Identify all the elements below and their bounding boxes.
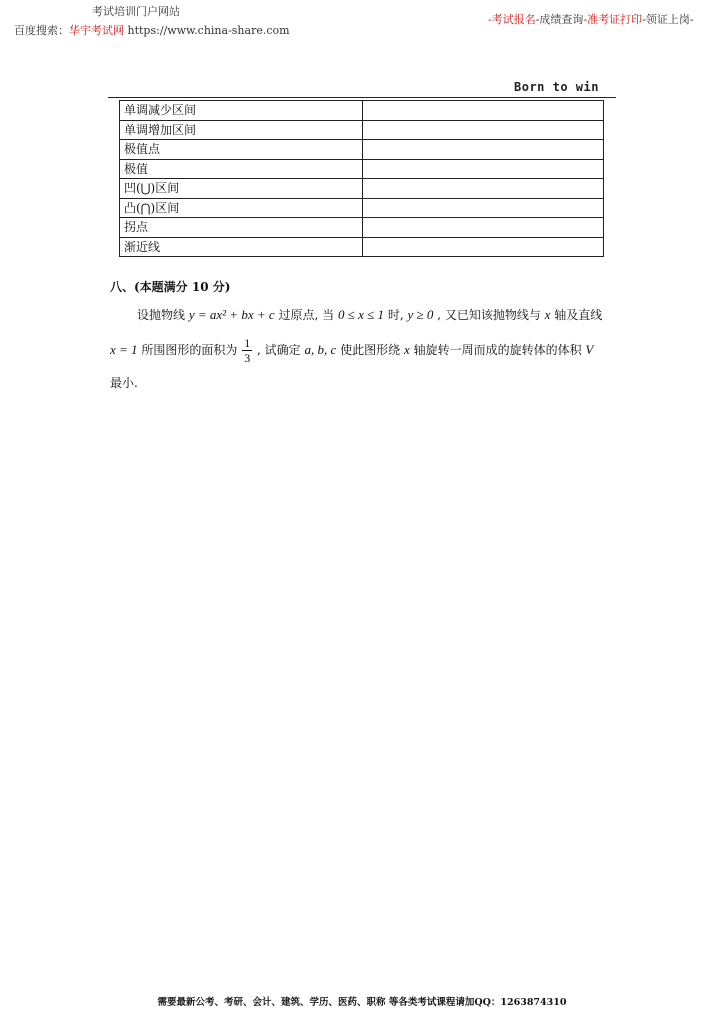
motto: Born to win	[514, 80, 599, 94]
table-cell-label: 单调减少区间	[120, 101, 363, 121]
search-term-link[interactable]: 华宇考试网	[69, 24, 124, 37]
problem-text: 过原点, 当	[278, 308, 335, 322]
table-row	[120, 159, 604, 179]
table-cell-blank	[363, 159, 604, 179]
table-cell-label: 单调增加区间	[120, 120, 363, 140]
problem-text: 时,	[387, 308, 404, 322]
table-cell-blank	[363, 179, 604, 199]
math-var-x: x	[544, 307, 551, 322]
problem-text: 使此图形绕	[340, 343, 401, 357]
table-cell-blank	[363, 101, 604, 121]
math-var-volume: V	[585, 342, 594, 357]
portal-title: 考试培训门户网站	[92, 5, 180, 18]
table-cell-blank	[363, 198, 604, 218]
table-row	[120, 237, 604, 257]
table-cell-label: 渐近线	[120, 237, 363, 257]
nav-score-query[interactable]: -成绩查询	[535, 13, 584, 26]
table-row	[120, 179, 604, 199]
table-cell-label: 凹(⋃)区间	[120, 179, 363, 199]
search-label: 百度搜索：	[14, 24, 69, 37]
math-params: a, b, c	[304, 342, 337, 357]
problem-text: 轴及直线	[554, 308, 603, 322]
table-cell-blank	[363, 218, 604, 238]
problem-text: 设抛物线	[137, 308, 186, 322]
table-row	[120, 101, 604, 121]
problem-text: , 试确定	[257, 343, 301, 357]
table-cell-label: 极值点	[120, 140, 363, 160]
footer-ad: 需要最新公考、考研、会计、建筑、学历、医药、职称 等各类考试课程请加QQ：1263874310	[157, 997, 567, 1008]
math-parabola-equation: y = ax² + bx + c	[188, 307, 275, 322]
table-cell-blank	[363, 140, 604, 160]
property-table	[119, 100, 604, 257]
table-row	[120, 120, 604, 140]
table-cell-blank	[363, 120, 604, 140]
header-rule	[108, 97, 616, 98]
search-line	[14, 22, 290, 38]
table-cell-label: 拐点	[120, 218, 363, 238]
fraction-denominator: 3	[244, 351, 251, 365]
nav-admission-print[interactable]: -准考证打印	[583, 13, 643, 26]
problem-line-3: 最小.	[110, 376, 138, 390]
nav-exam-registration[interactable]: -考试报名	[488, 13, 536, 26]
problem-line-1	[137, 306, 602, 323]
math-fraction	[242, 336, 252, 365]
problem-line-2	[110, 336, 593, 365]
table-cell-label: 凸(⋂)区间	[120, 198, 363, 218]
problem-text: 轴旋转一周而成的旋转体的体积	[413, 343, 582, 357]
problem-text: , 又已知该抛物线与	[437, 308, 541, 322]
table-cell-label: 极值	[120, 159, 363, 179]
problem-text: 所围图形的面积为	[141, 343, 238, 357]
fraction-numerator: 1	[244, 336, 251, 350]
table-row	[120, 198, 604, 218]
site-url-link[interactable]: https://www.china-share.com	[127, 24, 290, 37]
table-row	[120, 140, 604, 160]
table-row	[120, 218, 604, 238]
math-line-equation: x = 1	[110, 342, 138, 357]
table-cell-blank	[363, 237, 604, 257]
header-nav	[488, 11, 694, 27]
nav-license[interactable]: -领证上岗-	[642, 13, 694, 26]
math-interval-condition: 0 ≤ x ≤ 1	[337, 307, 384, 322]
problem-title: 八、(本题满分 10 分)	[110, 280, 231, 294]
math-var-x: x	[403, 342, 410, 357]
math-nonneg-condition: y ≥ 0	[407, 307, 434, 322]
